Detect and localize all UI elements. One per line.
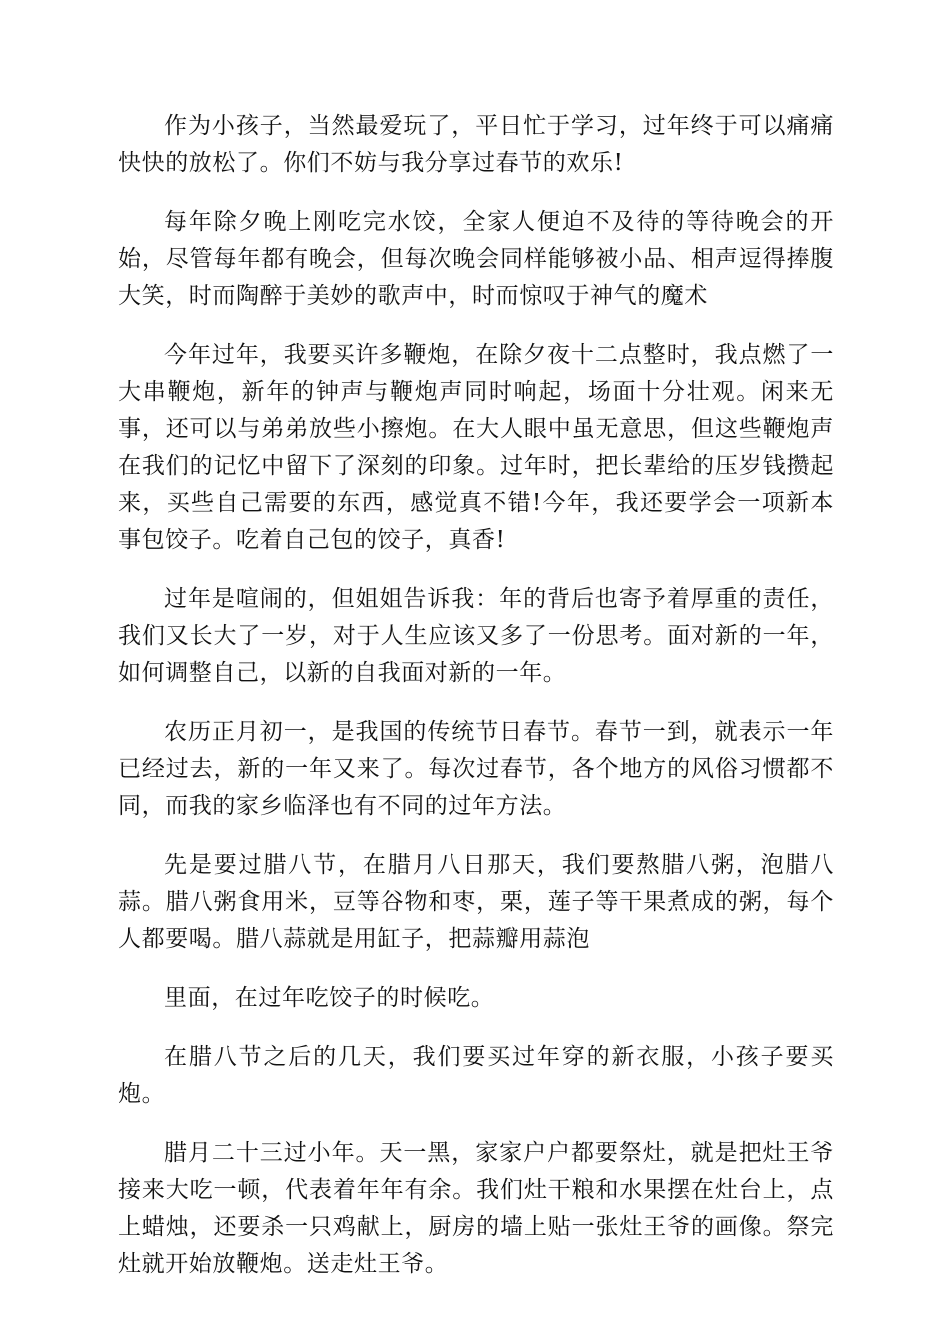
paragraph: 腊月二十三过小年。天一黑，家家户户都要祭灶，就是把灶王爷接来大吃一顿，代表着年年有余。我们灶干粮和水果摆在灶台上，点上蜡烛，还要杀一只鸡献上，厨房的墙上贴一张灶王爷的画像。祭完灶就开始放鞭炮。送走灶王爷。: [118, 1140, 834, 1277]
paragraph: 作为小孩子，当然最爱玩了，平日忙于学习，过年终于可以痛痛快快的放松了。你们不妨与我分享过春节的欢乐!: [118, 113, 834, 176]
paragraph: 今年过年，我要买许多鞭炮，在除夕夜十二点整时，我点燃了一大串鞭炮，新年的钟声与鞭炮声同时响起，场面十分壮观。闲来无事，还可以与弟弟放些小擦炮。在大人眼中虽无意思，但这些鞭炮声在我们的记忆中留下了深刻的印象。过年时，把长辈给的压岁钱攒起来，买些自己需要的东西，感觉真不错!今年，我还要学会一项新本事包饺子。吃着自己包的饺子，真香!: [118, 342, 834, 553]
paragraph: 每年除夕晚上刚吃完水饺，全家人便迫不及待的等待晚会的开始，尽管每年都有晚会，但每次晚会同样能够被小品、相声逗得捧腹大笑，时而陶醉于美妙的歌声中，时而惊叹于神气的魔术: [118, 209, 834, 309]
document-body: [118, 108, 834, 1305]
paragraph: 先是要过腊八节，在腊月八日那天，我们要熬腊八粥，泡腊八蒜。腊八粥食用米，豆等谷物和枣，栗，莲子等干果煮成的粥，每个人都要喝。腊八蒜就是用缸子，把蒜瓣用蒜泡: [118, 852, 834, 952]
paragraph: 农历正月初一，是我国的传统节日春节。春节一到，就表示一年已经过去，新的一年又来了。每次过春节，各个地方的风俗习惯都不同，而我的家乡临泽也有不同的过年方法。: [118, 719, 834, 819]
paragraph: 过年是喧闹的，但姐姐告诉我：年的背后也寄予着厚重的责任，我们又长大了一岁，对于人生应该又多了一份思考。面对新的一年，如何调整自己，以新的自我面对新的一年。: [118, 586, 834, 686]
paragraph: 在腊八节之后的几天，我们要买过年穿的新衣服，小孩子要买炮。: [118, 1044, 834, 1107]
paragraph: 里面，在过年吃饺子的时候吃。: [164, 985, 495, 1011]
